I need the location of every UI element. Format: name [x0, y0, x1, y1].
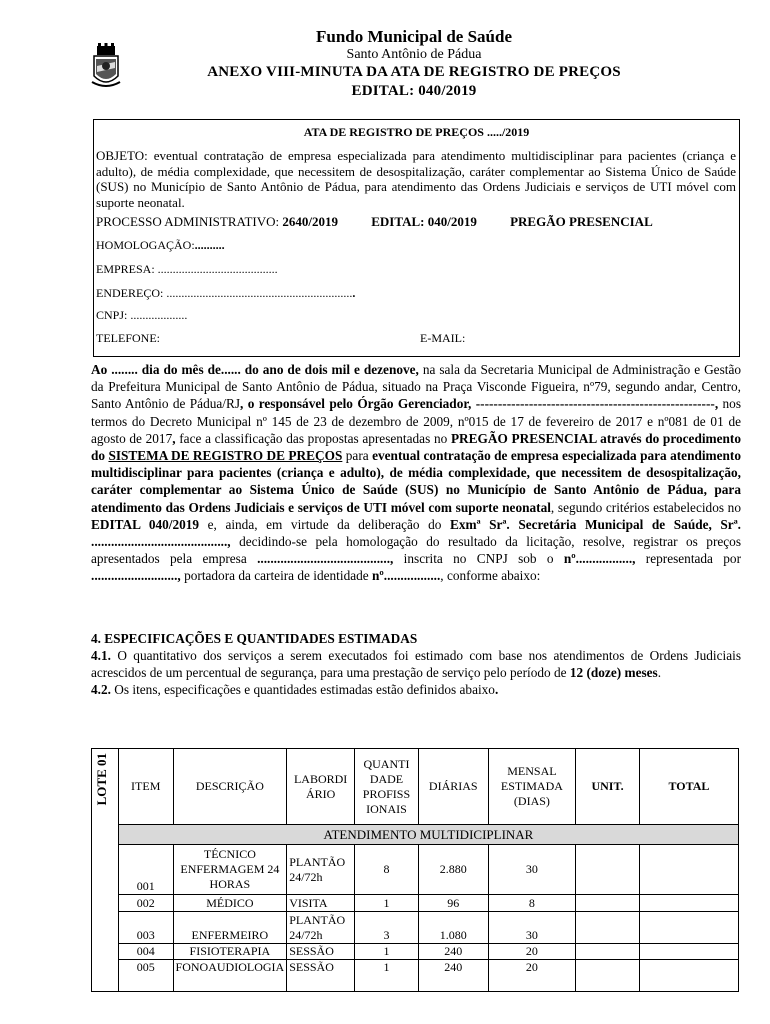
empresa-field: EMPRESA: ........................................: [96, 262, 278, 276]
text-run: face a classificação das propostas apresentadas no: [175, 430, 451, 446]
table-row: [92, 912, 739, 944]
cell-qtd: 1: [355, 960, 419, 992]
endereco-field: [96, 286, 355, 301]
cell-mensal: 30: [488, 845, 576, 895]
band-title: ATENDIMENTO MULTIDICIPLINAR: [118, 825, 738, 845]
text-run: Ao ........ dia do mês de...... do ano de dois mil e dezenove,: [91, 362, 419, 377]
telefone-field: TELEFONE:: [96, 331, 160, 345]
cell-total: [639, 944, 738, 960]
cell-item: 005: [118, 960, 173, 992]
table-row: [92, 845, 739, 895]
text-run: , conforme abaixo:: [440, 568, 541, 584]
cell-descricao: ENFERMEIRO: [173, 912, 287, 944]
text-run: e, ainda, em virtude da deliberação do: [199, 516, 450, 532]
text-run: 4.1.: [91, 648, 111, 663]
cell-descricao: FONOAUDIOLOGIA: [173, 960, 287, 992]
cell-unit: [576, 845, 640, 895]
cell-qtd: 1: [355, 895, 419, 912]
col-header-mensal: MENSAL ESTIMADA (DIAS): [488, 749, 576, 825]
ata-info-box: [93, 119, 740, 357]
cell-unit: [576, 960, 640, 992]
processo-label: PROCESSO ADMINISTRATIVO:: [96, 214, 283, 229]
header-subtitle: Santo Antônio de Pádua: [346, 47, 482, 62]
text-run: 4.2.: [91, 682, 111, 697]
email-field: E-MAIL:: [420, 331, 466, 345]
text-run: ........................................,: [257, 551, 394, 567]
text-run: ..........................,: [91, 568, 181, 584]
table-row: [92, 944, 739, 960]
cell-total: [639, 912, 738, 944]
text-run: nos termos do Decreto Municipal nº 145 de 23 de dezembro de 2009, nº015 de 17 de fevereiro de 2017 e nº081 de 01 de agosto de 2017: [91, 396, 741, 446]
text-run: nº.................: [372, 568, 441, 584]
text-run: , segundo critérios estabelecidos no: [550, 499, 741, 515]
text-run: Exmª Srª. Secretária Municipal de Saúde, Srª. .........................................,: [91, 516, 742, 550]
edital-value: EDITAL: 040/2019: [371, 214, 477, 229]
text-run: decidindo-se pela homologação do resultado da licitação, resolve, registrar os preços apresentados pela empresa: [91, 534, 741, 567]
text-run: O quantitativo dos serviços a serem executados foi estimado com base nos atendimentos de Ordens Judiciais acrescidos de um percentual de segurança, para uma prestação de serviço pelo período de: [91, 648, 741, 680]
cell-lab: PLANTÃO 24/72h: [287, 912, 355, 944]
lote-label: LOTE 01: [94, 753, 109, 806]
header-edital: EDITAL: 040/2019: [351, 83, 477, 99]
col-header-laboratorio: LABORDI ÁRIO: [287, 749, 355, 825]
lote-table: [91, 748, 739, 992]
cell-unit: [576, 944, 640, 960]
cell-lab: SESSÃO: [287, 960, 355, 992]
cell-unit: [576, 912, 640, 944]
section-4-heading: 4. ESPECIFICAÇÕES E QUANTIDADES ESTIMADAS: [91, 631, 418, 646]
modalidade-value: PREGÃO PRESENCIAL: [510, 214, 653, 229]
text-run: representada por: [635, 551, 741, 567]
processo-value: 2640/2019: [282, 214, 338, 229]
cell-diarias: 2.880: [418, 845, 488, 895]
text-run: .: [494, 682, 499, 697]
cell-mensal: 30: [488, 912, 576, 944]
cell-mensal: 20: [488, 944, 576, 960]
lote-cell: [92, 749, 119, 992]
col-header-total: TOTAL: [639, 749, 738, 825]
cell-diarias: 240: [418, 960, 488, 992]
header-annex: ANEXO VIII-MINUTA DA ATA DE REGISTRO DE PREÇOS: [207, 64, 621, 80]
text-run: EDITAL 040/2019: [91, 516, 200, 532]
cell-total: [639, 895, 738, 912]
text-run: , o responsável pelo Órgão Gerenciador, ------------------------------------------------------,: [240, 396, 719, 412]
cell-lab: SESSÃO: [287, 944, 355, 960]
cell-diarias: 1.080: [418, 912, 488, 944]
cell-mensal: 20: [488, 960, 576, 992]
header-title: Fundo Municipal de Saúde: [315, 27, 513, 46]
section-4: [91, 630, 741, 698]
homologacao-field: [96, 238, 225, 253]
text-run: eventual contratação de empresa especializada para atendimento multidisciplinar para pacientes (criança e adulto), de média complexidade, que necessitem de desospitalização, caráter complementar ao Sistema Único de Saúde (SUS) no Município de Santo Antônio de Pádua, para atendimento das Ordens Judiciais e serviços de UTI móvel com suporte neonatal: [91, 448, 741, 515]
homologacao-value: ..........: [194, 238, 225, 252]
text-run: 12 (doze) meses: [569, 665, 658, 680]
cell-lab: VISITA: [287, 895, 355, 912]
text-run: na sala da Secretaria Municipal de Administração e Gestão da Prefeitura Municipal de Santo Antônio de Pádua, situado na Praça Visconde Figueira, nº79, segundo andar, Centro, Santo Antônio de Pádua/RJ: [91, 362, 741, 412]
processo-line: [96, 214, 736, 230]
col-header-descricao: DESCRIÇÃO: [173, 749, 287, 825]
table-row: [92, 895, 739, 912]
cell-item: 001: [118, 845, 173, 895]
text-run: SISTEMA DE REGISTRO DE PREÇOS: [108, 448, 343, 464]
col-header-diarias: DIÁRIAS: [418, 749, 488, 825]
col-header-item: ITEM: [118, 749, 173, 825]
cell-qtd: 8: [355, 845, 419, 895]
cell-descricao: MÉDICO: [173, 895, 287, 912]
endereco-dot: .: [352, 286, 356, 300]
cell-item: 002: [118, 895, 173, 912]
cell-lab: PLANTÃO 24/72h: [287, 845, 355, 895]
box-title: ATA DE REGISTRO DE PREÇOS ...../2019: [303, 125, 530, 139]
cell-item: 003: [118, 912, 173, 944]
cell-descricao: FISIOTERAPIA: [173, 944, 287, 960]
section-4-1: [91, 647, 741, 681]
main-paragraph: [91, 361, 741, 585]
cell-total: [639, 960, 738, 992]
endereco-label: ENDEREÇO: ..............................................................: [96, 286, 353, 300]
cell-unit: [576, 895, 640, 912]
text-run: .: [657, 665, 662, 680]
text-run: portadora da carteira de identidade: [180, 568, 372, 584]
cell-item: 004: [118, 944, 173, 960]
document-header: [0, 26, 770, 101]
cell-qtd: 1: [355, 944, 419, 960]
cell-descricao: TÉCNICO ENFERMAGEM 24 HORAS: [173, 845, 287, 895]
text-run: inscrita no CNPJ sob o: [393, 551, 564, 567]
cnpj-field: CNPJ: ...................: [96, 308, 188, 322]
col-header-unit: UNIT.: [576, 749, 640, 825]
section-4-2: [91, 681, 741, 698]
cell-mensal: 8: [488, 895, 576, 912]
text-run: Os itens, especificações e quantidades estimadas estão definidos abaixo: [110, 682, 495, 697]
cell-total: [639, 845, 738, 895]
text-run: nº.................,: [563, 551, 636, 567]
text-run: PREGÃO PRESENCIAL através do procedimento do: [91, 430, 741, 464]
text-run: ,: [172, 430, 176, 446]
cell-qtd: 3: [355, 912, 419, 944]
homologacao-label: HOMOLOGAÇÃO:: [96, 238, 195, 252]
col-header-quantidade: QUANTI DADE PROFISS IONAIS: [355, 749, 419, 825]
cell-diarias: 240: [418, 944, 488, 960]
cell-diarias: 96: [418, 895, 488, 912]
text-run: para: [342, 448, 373, 464]
objeto-text: OBJETO: eventual contratação de empresa especializada para atendimento multidisciplinar para pacientes (criança e adulto), de média complexidade, que necessitem de desospitalização, caráter complementar ao Sistema Único de Saúde (SUS) no Município de Santo Antônio de Pádua, para atendimento das Ordens Judiciais e serviços de UTI móvel com suporte neonatal.: [96, 148, 736, 210]
table-row: [92, 960, 739, 992]
